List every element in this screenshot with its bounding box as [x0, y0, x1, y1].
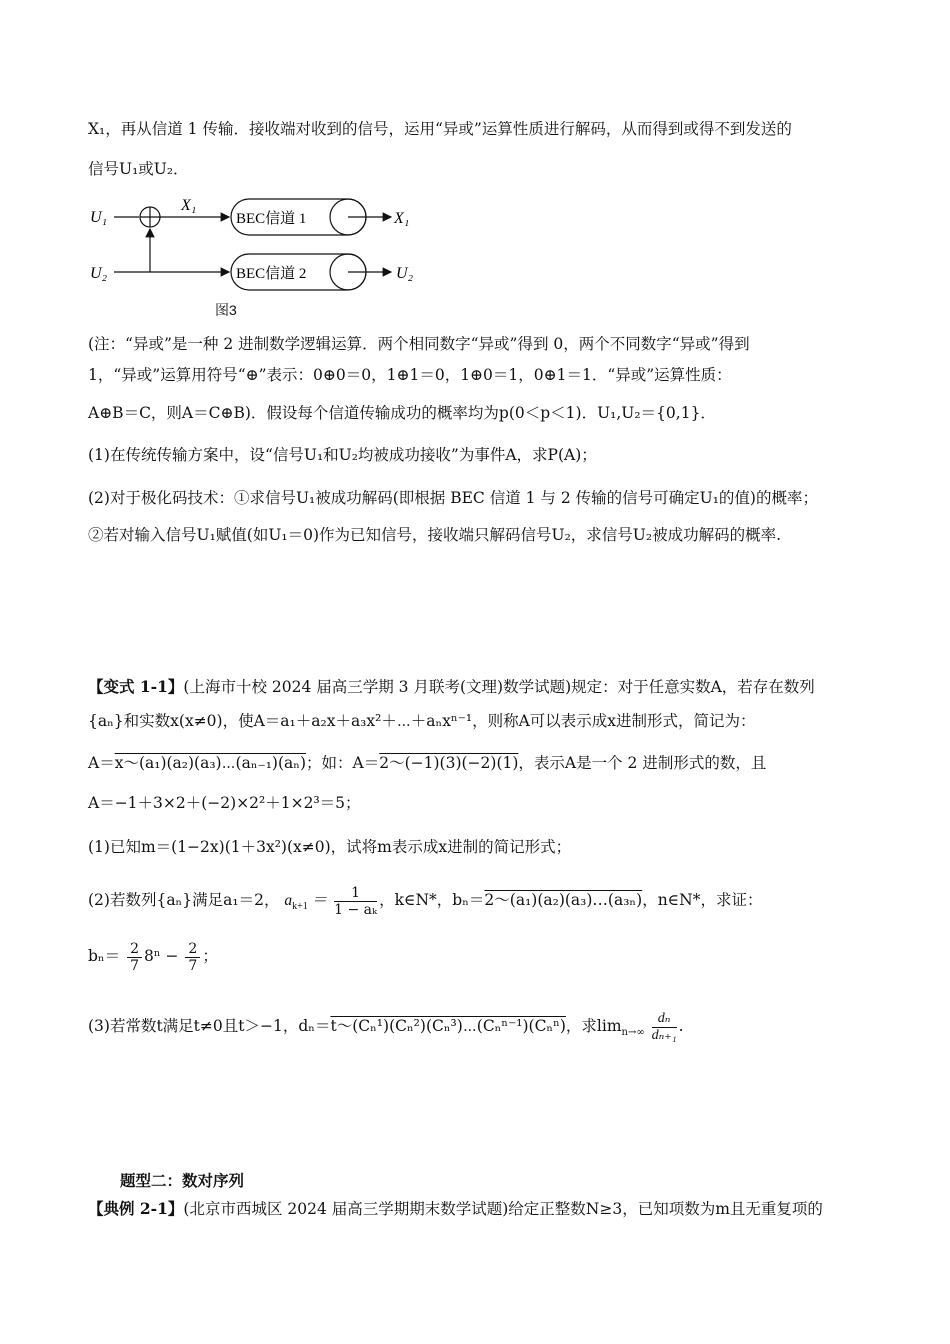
example-text: (北京市西城区 2024 届高三学期期末数学试题)给定正整数N≥3，已知项数为m且无重复项的: [183, 1200, 823, 1218]
bn-frac-2: $\frac{2}{7}$: [185, 941, 200, 974]
variant-line-2: {aₙ}和实数x(x≠0)，使A＝a₁＋a₂x＋a₃x²＋⋯＋aₙxⁿ⁻¹，则称A可以表示成x进制形式，简记为：: [88, 712, 756, 730]
section-2-title: 题型二：数对序列: [120, 1171, 245, 1190]
x1-out-label: X₁: [394, 210, 410, 227]
variant-line-4: A＝−1＋3×2＋(−2)×2²＋1×2³＝5；: [88, 794, 361, 812]
variant-part-2: [88, 882, 870, 925]
bn-mid: 8ⁿ −: [144, 947, 179, 965]
channel-diagram-svg: [86, 190, 426, 320]
note-line-3: A⊕B＝C，则A＝C⊕B)．假设每个信道传输成功的概率均为p(0＜p＜1)．U₁,U₂＝{0,1}．: [88, 404, 716, 422]
u1-label: U₁: [90, 209, 108, 226]
intro-line-2: 信号U₁或U₂．: [88, 160, 189, 178]
p2-fraction: $\frac{1}{\text{1 − aₖ}}$: [334, 884, 378, 918]
p3-fraction: $\frac{\text{dₙ}}{\text{dₙ₊₁}}$: [651, 1010, 677, 1043]
figure-caption: 图3: [215, 302, 237, 318]
variant-part-1: (1)已知m＝(1−2x)(1＋3x²)(x≠0)，试将m表示成x进制的简记形式；: [88, 838, 572, 856]
intro-line-1: X₁，再从信道 1 传输．接收端对收到的信号，运用“异或”运算性质进行解码，从而得到或得不到发送的: [88, 120, 792, 138]
variant-tag: 【变式 1-1】: [88, 677, 184, 696]
p2-ak1: $a_{k+1}$ ＝: [284, 892, 328, 913]
p2-mid: ，k∈N*，bₙ＝: [379, 891, 485, 909]
p3-lead: (3)若常数t满足t≠0且t＞−1，dₙ＝: [88, 1017, 331, 1035]
question-2b: ②若对输入信号U₁赋值(如U₁＝0)作为已知信号，接收端只解码信号U₂，求信号U₂被成功解码的概率.: [88, 526, 781, 544]
p2-notation: 2～(a₁)(a₂)(a₃)…(a₃ₙ): [484, 891, 643, 909]
note-line-1: (注：“异或”是一种 2 进制数学逻辑运算．两个相同数字“异或”得到 0，两个不同数字“异或”得到: [88, 335, 750, 353]
variant-line-1: [88, 676, 870, 698]
section-2-line: [88, 1198, 870, 1220]
p3-lim-sub: n→∞: [621, 1027, 645, 1039]
p3-lim: ，求lim: [565, 1017, 622, 1035]
channel1-label: BEC信道 1: [236, 211, 307, 227]
expr-example-lead: ；如：A＝: [306, 754, 380, 772]
expr-notation: x～(a₁)(a₂)(a₃)⋯(aₙ₋₁)(aₙ): [114, 754, 307, 772]
question-1: (1)在传统传输方案中，设“信号U₁和U₂均被成功接收”为事件A，求P(A)；: [88, 446, 597, 464]
u2-out-label: U₂: [396, 265, 414, 282]
variant-part-2-formula: [88, 936, 870, 976]
p2-lead: (2)若数列{aₙ}满足a₁＝2，: [88, 891, 280, 909]
channel-diagram: [86, 190, 426, 335]
bn-eq: bₙ＝: [88, 947, 121, 965]
bn-tail: ；: [202, 947, 218, 965]
u2-label: U₂: [90, 265, 108, 282]
p2-tail: ，n∈N*，求证：: [642, 891, 763, 909]
variant-source: (上海市十校 2024 届高三学期 3 月联考(文理)数学试题)规定：对于任意实数A，若存在数列: [183, 678, 815, 696]
bn-frac-1: $\frac{2}{7}$: [127, 941, 142, 974]
channel2-label: BEC信道 2: [236, 266, 307, 282]
note-line-2: 1，“异或”运算用符号“⊕”表示：0⊕0＝0，1⊕1＝0，1⊕0＝1，0⊕1＝1．“异或”运算性质：: [88, 366, 732, 384]
expr-example: 2～(−1)(3)(−2)(1): [379, 754, 519, 772]
example-tag: 【典例 2-1】: [88, 1199, 184, 1218]
x1-mid-label: X₁: [181, 197, 197, 214]
expr-example-tail: ，表示A是一个 2 进制形式的数，且: [518, 754, 767, 772]
p3-notation: t～(Cₙ¹)(Cₙ²)(Cₙ³)⋯(Cₙⁿ⁻¹)(Cₙⁿ): [330, 1017, 566, 1035]
question-2a: (2)对于极化码技术：①求信号U₁被成功解码(即根据 BEC 信道 1 与 2 传输的信号可确定U₁的值)的概率；: [88, 489, 818, 507]
expr-a-eq: A＝: [88, 754, 115, 772]
variant-part-3: [88, 1006, 870, 1053]
p3-tail: .: [678, 1017, 684, 1035]
variant-line-3: [88, 752, 870, 774]
